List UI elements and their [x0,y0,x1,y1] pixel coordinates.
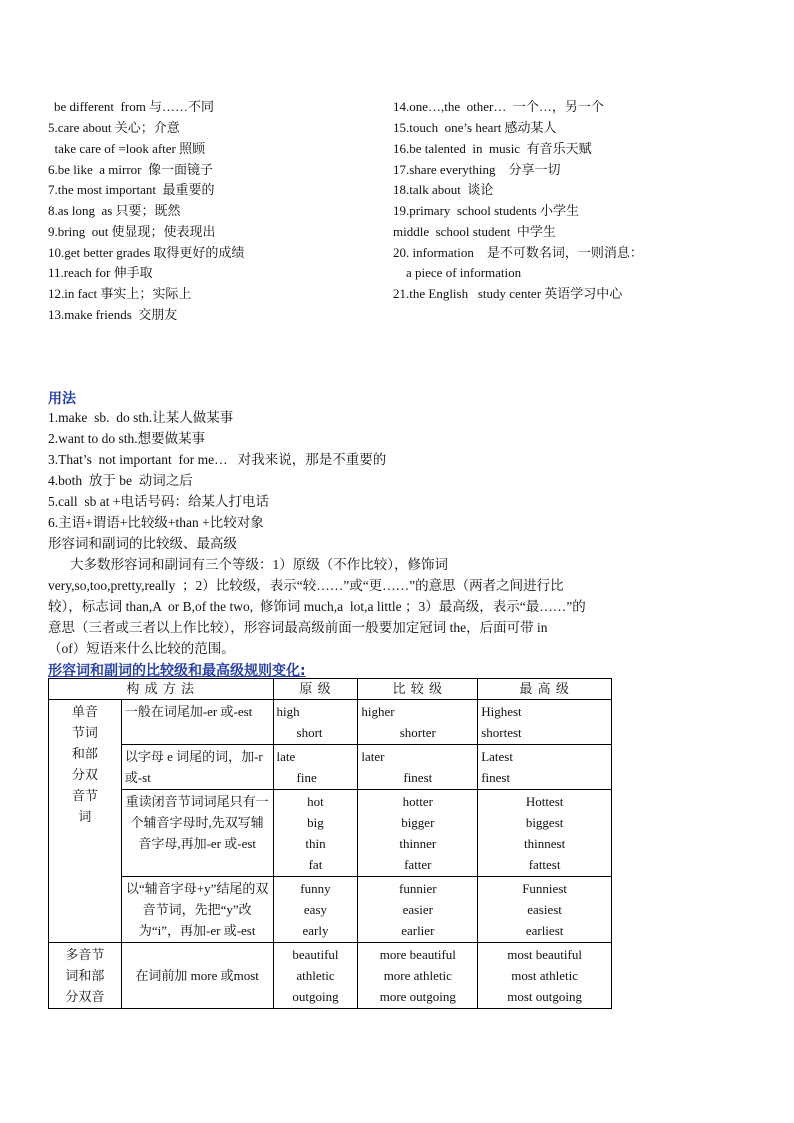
base-cell: funny easy early [273,877,358,943]
method-cell: 以“辅音字母+y”结尾的双音节词，先把“y”改为“i”，再加-er 或-est [121,877,273,943]
table-row [49,790,612,877]
comparison-table [48,678,612,1009]
vocab-item: 11.reach for 伸手取 [48,265,153,280]
base-cell: high short [273,700,358,745]
vocab-item: 10.get better grades 取得更好的成绩 [48,245,245,260]
method-cell: 以字母 e 词尾的词，加-r 或-st [121,745,273,790]
usage-item: 6.主语+谓语+比较级+than +比较对象 [48,515,264,530]
vocab-item: a piece of information [393,265,522,280]
table-row [49,700,612,745]
vocab-item: be different from 与……不同 [54,99,215,114]
usage-title: 用法 [48,391,76,407]
header-method: 构 成 方 法 [49,679,274,700]
superlative-cell: Hottest biggest thinnest fattest [478,790,612,877]
paragraph-line: very,so,too,pretty,really ；2）比较级，表示“较……”或“更……”的意思（两者之间进行比 [48,578,564,593]
group2-label: 多音节 词和部 分双音 [49,943,122,1009]
vocab-item: 6.be like a mirror 像一面镜子 [48,162,213,177]
usage-item: 1.make sb. do sth.让某人做某事 [48,410,234,425]
vocab-item: 15.touch one’s heart 感动某人 [393,120,557,135]
comparative-cell: more beautiful more athletic more outgoing [358,943,478,1009]
usage-item: 3.That’s not important for me… 对我来说，那是不重要的 [48,452,387,467]
group1-label: 单音 节词 和部 分双 音节 词 [49,700,122,943]
method-cell: 重读闭音节词词尾只有一个辅音字母时,先双写辅音字母,再加-er 或-est [121,790,273,877]
vocab-item: 13.make friends 交朋友 [48,307,178,322]
table-header-row [49,679,612,700]
table-row [49,943,612,1009]
usage-item: 4.both 放于 be 动词之后 [48,473,193,488]
superlative-cell: Highest shortest [478,700,612,745]
usage-item: 形容词和副词的比较级、最高级 [48,536,237,551]
header-comparative: 比 较 级 [358,679,478,700]
vocab-item: 17.share everything 分享一切 [393,162,561,177]
vocab-item: 20. information 是不可数名词，一则消息： [393,245,643,260]
vocab-item: 16.be talented in music 有音乐天赋 [393,141,592,156]
usage-item: 2.want to do sth.想要做某事 [48,431,206,446]
vocab-item: 14.one…,the other… 一个…，另一个 [393,99,604,114]
vocab-item: 12.in fact 事实上；实际上 [48,286,192,301]
vocab-item: 8.as long as 只要；既然 [48,203,181,218]
base-cell: hot big thin fat [273,790,358,877]
usage-item: 5.call sb at +电话号码：给某人打电话 [48,494,269,509]
vocab-item: 21.the English study center 英语学习中心 [393,286,623,301]
comparative-cell: higher shorter [358,700,478,745]
superlative-cell: most beautiful most athletic most outgoing [478,943,612,1009]
vocab-item: middle school student 中学生 [393,224,556,239]
method-cell: 在词前加 more 或most [121,943,273,1009]
paragraph-line: 较），标志词 than,A or B,of the two, 修饰词 much,a lot,a little ；3）最高级，表示“最……”的 [48,599,586,614]
header-base: 原 级 [273,679,358,700]
rules-title: 形容词和副词的比较级和最高级规则变化: [48,663,306,679]
paragraph-line: （of）短语来什么比较的范围。 [48,641,235,656]
header-superlative: 最 高 级 [478,679,612,700]
vocab-item: 7.the most important 最重要的 [48,182,215,197]
paragraph-line: 意思（三者或三者以上作比较），形容词最高级前面一般要加定冠词 the，后面可带 in [48,620,548,635]
vocab-item: 19.primary school students 小学生 [393,203,579,218]
paragraph-line: 大多数形容词和副词有三个等级：1）原级（不作比较），修饰词 [70,557,448,572]
method-cell: 一般在词尾加-er 或-est [121,700,273,745]
vocab-item: 18.talk about 谈论 [393,182,494,197]
vocab-item: 5.care about 关心；介意 [48,120,180,135]
superlative-cell: Latest finest [478,745,612,790]
table-row [49,877,612,943]
base-cell: late fine [273,745,358,790]
vocab-item: take care of =look after 照顾 [48,141,206,156]
vocab-item: 9.bring out 使显现；使表现出 [48,224,216,239]
comparative-cell: funnier easier earlier [358,877,478,943]
superlative-cell: Funniest easiest earliest [478,877,612,943]
table-row [49,745,612,790]
base-cell: beautiful athletic outgoing [273,943,358,1009]
comparative-cell: hotter bigger thinner fatter [358,790,478,877]
comparative-cell: later finest [358,745,478,790]
